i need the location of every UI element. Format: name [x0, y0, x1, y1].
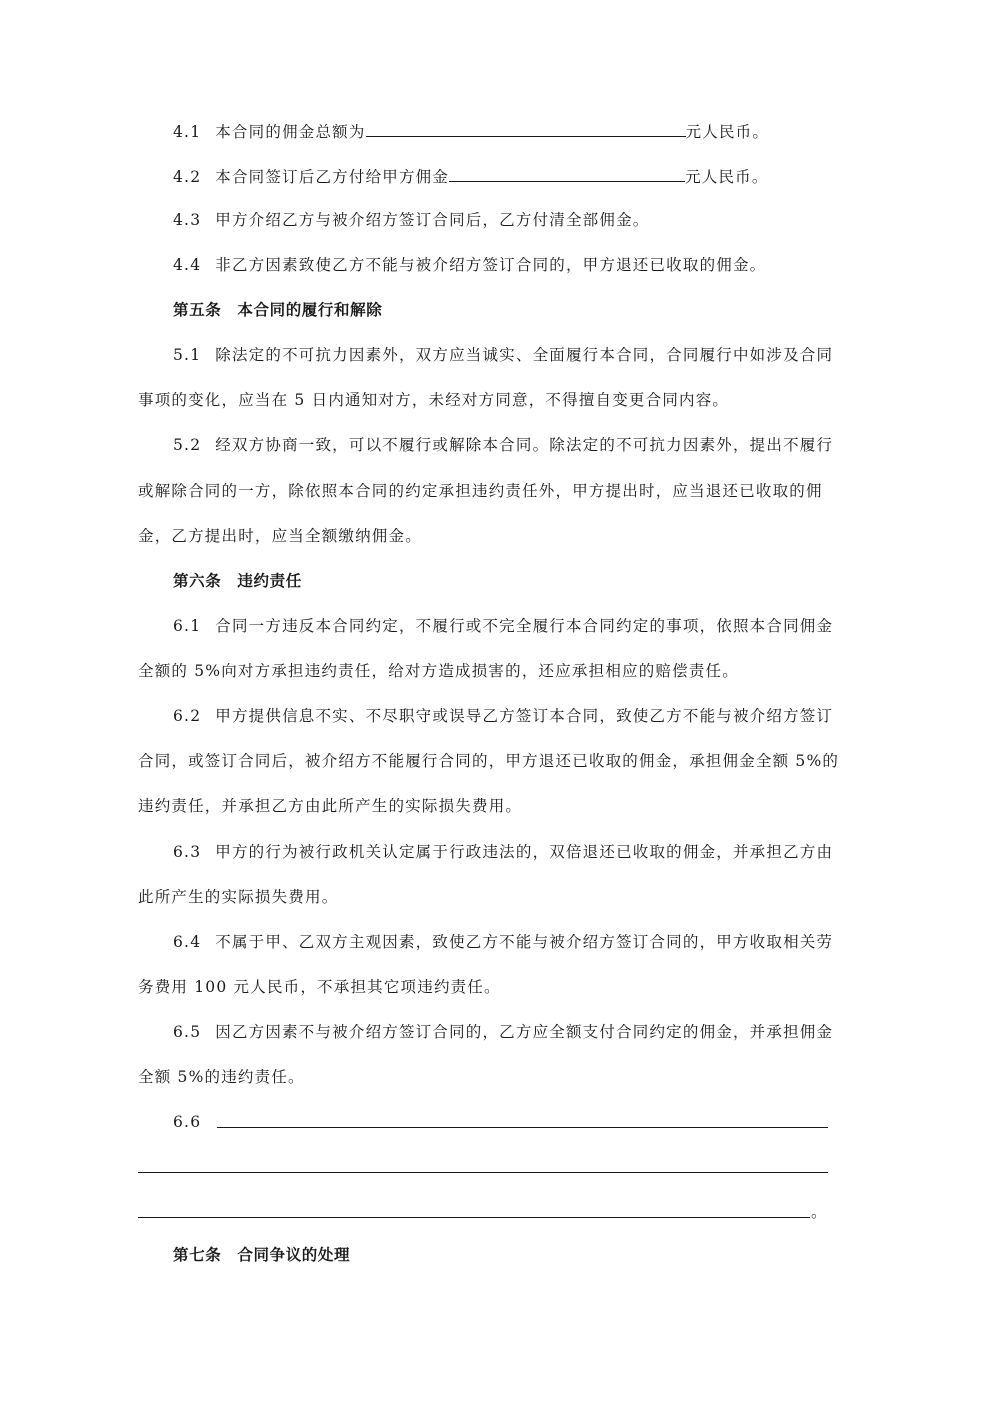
clause-text: 甲方介绍乙方与被介绍方签订合同后，乙方付清全部佣金。 [215, 211, 650, 229]
clause-5-1-cont: 事项的变化，应当在 5 日内通知对方，未经对方同意，不得擅自变更合同内容。 [138, 391, 730, 409]
clause-text: 因乙方因素不与被介绍方签订合同的，乙方应全额支付合同约定的佣金，并承担佣金 [215, 1023, 834, 1041]
clause-6-3-cont: 此所产生的实际损失费用。 [138, 888, 339, 906]
clause-6-3 [173, 841, 901, 863]
clause-number: 4.4 [173, 256, 202, 274]
clause-6-5 [173, 1021, 901, 1043]
clause-6-2 [173, 705, 901, 727]
clause-number: 4.2 [173, 168, 202, 186]
clause-text: 非乙方因素致使乙方不能与被介绍方签订合同的，甲方退还已收取的佣金。 [215, 256, 767, 274]
clause-number: 5.2 [173, 436, 202, 454]
clause-number: 6.2 [173, 707, 202, 725]
clause-6-6 [173, 1111, 901, 1133]
clause-number: 6.6 [173, 1113, 202, 1131]
clause-number: 4.1 [173, 123, 202, 141]
blank-field[interactable] [449, 164, 685, 182]
clause-5-2-cont: 金，乙方提出时，应当全额缴纳佣金。 [138, 527, 422, 545]
clause-4-2 [173, 164, 901, 188]
clause-6-2-cont: 合同，或签订合同后，被介绍方不能履行合同的，甲方退还已收取的佣金，承担佣金全额 5%的 [138, 752, 840, 770]
clause-5-2-cont: 或解除合同的一方，除依照本合同的约定承担违约责任外，甲方提出时，应当退还已收取的佣 [138, 482, 823, 500]
blank-field[interactable] [366, 119, 686, 137]
article-5-heading: 第五条 本合同的履行和解除 [173, 300, 383, 319]
clause-5-2 [173, 434, 901, 456]
clause-text: 合同一方违反本合同约定，不履行或不完全履行本合同约定的事项，依照本合同佣金 [215, 617, 834, 635]
clause-6-4-cont: 务费用 100 元人民币，不承担其它项违约责任。 [138, 978, 501, 996]
clause-text: 本合同的佣金总额为 [215, 123, 366, 141]
clause-5-1 [173, 344, 901, 366]
clause-number: 4.3 [173, 211, 202, 229]
clause-4-4 [173, 254, 901, 276]
clause-4-1 [173, 119, 901, 143]
blank-line-2[interactable] [138, 1172, 828, 1173]
article-7-heading: 第七条 合同争议的处理 [173, 1245, 351, 1264]
clause-suffix: 元人民币。 [685, 123, 770, 141]
clause-text: 本合同签订后乙方付给甲方佣金 [215, 168, 450, 186]
clause-number: 6.4 [173, 933, 202, 951]
clause-text: 甲方的行为被行政机关认定属于行政违法的，双倍退还已收取的佣金，并承担乙方由 [215, 843, 834, 861]
clause-number: 6.1 [173, 617, 202, 635]
clause-number: 6.3 [173, 843, 202, 861]
clause-text: 甲方提供信息不实、不尽职守或误导乙方签订本合同，致使乙方不能与被介绍方签订 [215, 707, 834, 725]
clause-6-1-cont: 全额的 5%向对方承担违约责任，给对方造成损害的，还应承担相应的赔偿责任。 [138, 662, 739, 680]
blank-line-1[interactable] [217, 1127, 828, 1128]
clause-6-4 [173, 931, 901, 953]
clause-text: 不属于甲、乙双方主观因素，致使乙方不能与被介绍方签订合同的，甲方收取相关劳 [215, 933, 834, 951]
clause-4-3 [173, 209, 901, 231]
clause-6-5-cont: 全额 5%的违约责任。 [138, 1068, 305, 1086]
clause-number: 6.5 [173, 1023, 202, 1041]
clause-number: 5.1 [173, 346, 202, 364]
clause-text: 除法定的不可抗力因素外，双方应当诚实、全面履行本合同，合同履行中如涉及合同 [215, 346, 834, 364]
clause-text: 经双方协商一致，可以不履行或解除本合同。除法定的不可抗力因素外，提出不履行 [215, 436, 834, 454]
article-6-heading: 第六条 违约责任 [173, 571, 302, 590]
clause-6-6-end: 。 [811, 1203, 828, 1221]
clause-suffix: 元人民币。 [685, 168, 769, 186]
clause-6-2-cont: 违约责任，并承担乙方由此所产生的实际损失费用。 [138, 797, 523, 815]
clause-6-1 [173, 615, 901, 637]
blank-line-3[interactable] [138, 1217, 810, 1218]
